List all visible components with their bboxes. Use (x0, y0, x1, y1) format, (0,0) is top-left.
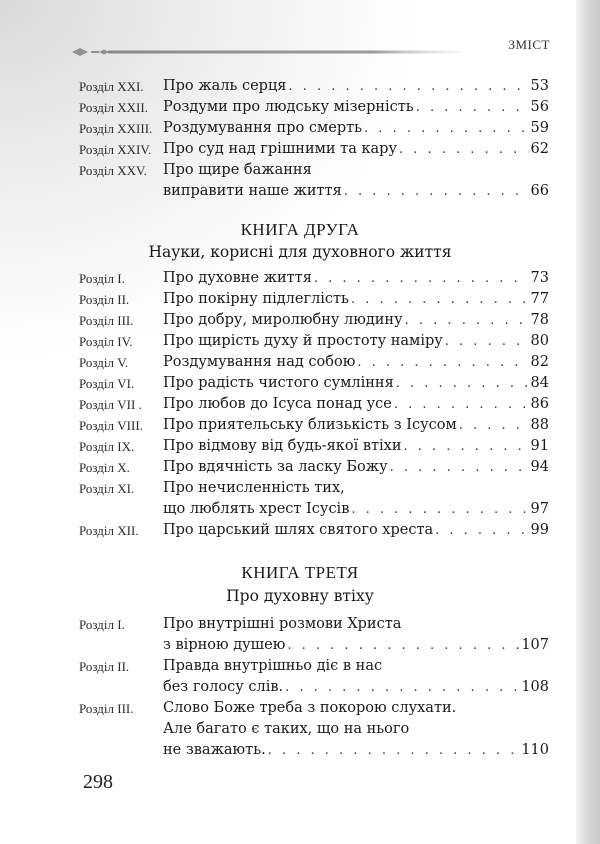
chapter-title (163, 118, 549, 139)
chapter-label: Розділ II. (79, 292, 130, 307)
page-ref: 107 (521, 637, 549, 653)
chapter-title-line (163, 656, 549, 677)
title-text: Про радість чистого сумління (163, 375, 394, 391)
page-ref: 94 (530, 459, 549, 475)
page-ref: 91 (530, 438, 549, 454)
dot-leader (344, 181, 529, 202)
chapter-title (163, 698, 549, 761)
running-header-title: ЗМІСТ (508, 37, 550, 52)
chapter-title (163, 139, 549, 160)
chapter-label: Розділ VII . (79, 397, 142, 412)
chapter-title-line (163, 520, 549, 541)
chapter-title-line (163, 331, 549, 352)
book-three-subtitle: Про духовну втіху (226, 587, 374, 605)
chapter-title-line (163, 698, 549, 719)
dot-leader (416, 97, 529, 118)
page-ref: 86 (530, 396, 549, 412)
chapter-title (163, 614, 549, 656)
dot-leader (364, 118, 529, 139)
chapter-title-line (163, 677, 549, 698)
dot-leader (403, 436, 528, 457)
chapter-label: Розділ VI. (79, 376, 135, 391)
dot-leader (399, 139, 529, 160)
header-ornament-rule (72, 50, 462, 54)
chapter-title-line (163, 740, 549, 761)
chapter-title-line (163, 76, 549, 97)
chapter-title-line (163, 635, 549, 656)
chapter-title-line (163, 478, 549, 499)
title-text: Правда внутрішньо діє в нас (163, 658, 383, 674)
page-ref: 62 (530, 141, 549, 157)
chapter-title (163, 310, 549, 331)
chapter-title-line (163, 352, 549, 373)
dot-leader (396, 373, 529, 394)
chapter-title (163, 394, 549, 415)
chapter-label: Розділ XXIV. (79, 142, 152, 157)
chapter-title (163, 289, 549, 310)
chapter-title-line (163, 394, 549, 415)
dot-leader (285, 677, 519, 698)
dot-leader (268, 740, 520, 761)
dot-leader (314, 268, 529, 289)
dot-leader (351, 499, 528, 520)
chapter-label: Розділ IV. (79, 334, 133, 349)
chapter-label: Розділ V. (79, 355, 129, 370)
chapter-title (163, 520, 549, 541)
chapter-title (163, 656, 549, 698)
page-ref: 73 (530, 270, 549, 286)
title-text: Про вдячність за ласку Божу (163, 459, 388, 475)
page-ref: 108 (521, 679, 549, 695)
dot-leader (445, 331, 529, 352)
dot-leader (394, 394, 529, 415)
diamond-small-icon (99, 50, 109, 55)
chapter-label: Розділ XXV. (79, 163, 148, 178)
chapter-title-line (163, 373, 549, 394)
title-text: Про жаль серця (163, 78, 287, 94)
chapter-title (163, 352, 549, 373)
chapter-title-line (163, 457, 549, 478)
dot-leader (390, 457, 529, 478)
title-text: Роздумування про смерть (163, 120, 363, 136)
dot-leader (405, 310, 529, 331)
chapter-label: Розділ XII. (79, 523, 139, 538)
chapter-title-line (163, 118, 549, 139)
dot-leader (357, 352, 528, 373)
chapter-title (163, 415, 549, 436)
chapter-label: Розділ VIII. (79, 418, 143, 433)
title-text: Роздумування над собою (163, 354, 356, 370)
chapter-label: Розділ XI. (79, 481, 135, 496)
chapter-label: Розділ I. (79, 617, 125, 632)
page-ref: 56 (530, 99, 549, 115)
chapter-label: Розділ XXIII. (79, 121, 153, 136)
chapter-title-line (163, 160, 549, 181)
title-text: Про покірну підлеглість (163, 291, 349, 307)
chapter-label: Розділ II. (79, 659, 130, 674)
chapter-title-line (163, 614, 549, 635)
chapter-title (163, 97, 549, 118)
title-text: Роздуми про людську мізерність (163, 99, 414, 115)
title-text: з вірною душею (163, 637, 286, 653)
page-ref: 66 (530, 183, 549, 199)
dot-leader (351, 289, 529, 310)
title-text: Але багато є таких, що на нього (163, 721, 410, 737)
title-text: виправити наше життя (163, 183, 342, 199)
chapter-title (163, 436, 549, 457)
title-text: Слово Боже треба з покорою слухати. (163, 700, 457, 716)
dot-leader (435, 520, 528, 541)
page-ref: 77 (530, 291, 549, 307)
page-ref: 97 (530, 501, 549, 517)
chapter-title (163, 160, 549, 202)
chapter-label: Розділ I. (79, 271, 125, 286)
chapter-title (163, 76, 549, 97)
chapter-label: Розділ IX. (79, 439, 135, 454)
chapter-title-line (163, 139, 549, 160)
chapter-title-line (163, 310, 549, 331)
chapter-title-line (163, 289, 549, 310)
title-text: Про любов до Ісуса понад усе (163, 396, 392, 412)
chapter-title (163, 268, 549, 289)
title-text: Про приятельську близькість з Ісусом (163, 417, 457, 433)
page-edge-shadow (576, 0, 600, 844)
chapter-title-line (163, 415, 549, 436)
page-number: 298 (83, 771, 113, 793)
chapter-title (163, 331, 549, 352)
title-text: Про добру, миролюбну людину (163, 312, 403, 328)
page-ref: 59 (530, 120, 549, 136)
chapter-label: Розділ XXI. (79, 79, 144, 94)
book-two-title: КНИГА ДРУГА (240, 220, 360, 239)
chapter-label: Розділ III. (79, 701, 134, 716)
page-ref: 82 (530, 354, 549, 370)
chapter-label: Розділ III. (79, 313, 134, 328)
title-text: Про відмову від будь-якої втіхи (163, 438, 402, 454)
chapter-title-line (163, 181, 549, 202)
page-ref: 110 (521, 742, 549, 758)
chapter-title-line (163, 499, 549, 520)
title-text: без голосу слів. (163, 679, 284, 695)
title-text: Про духовне життя (163, 270, 312, 286)
chapter-title-line (163, 97, 549, 118)
page-ref: 80 (530, 333, 549, 349)
book-two-subtitle: Науки, корисні для духовного життя (148, 243, 452, 261)
chapter-label: Розділ X. (79, 460, 130, 475)
page-ref: 84 (530, 375, 549, 391)
title-text: що люблять хрест Ісусів (163, 501, 350, 517)
dot-leader (287, 635, 519, 656)
page-ref: 53 (530, 78, 549, 94)
book-three-title: КНИГА ТРЕТЯ (241, 563, 359, 582)
chapter-title (163, 373, 549, 394)
chapter-title-line (163, 719, 549, 740)
title-text: Про царський шлях святого хреста (163, 522, 434, 538)
page-ref: 88 (530, 417, 549, 433)
title-text: Про суд над грішними та кару (163, 141, 397, 157)
title-text: Про щирість духу й простоту наміру (163, 333, 443, 349)
dot-leader (459, 415, 529, 436)
chapter-title-line (163, 268, 549, 289)
title-text: Про нечисленність тих, (163, 480, 345, 496)
chapter-label: Розділ XXII. (79, 100, 148, 115)
chapter-title (163, 478, 549, 520)
page-ref: 99 (530, 522, 549, 538)
title-text: не зважають. (163, 742, 266, 758)
dot-leader (288, 76, 528, 97)
diamond-large-icon (72, 48, 88, 56)
chapter-title-line (163, 436, 549, 457)
page-ref: 78 (530, 312, 549, 328)
chapter-title (163, 457, 549, 478)
title-text: Про щире бажання (163, 162, 312, 178)
title-text: Про внутрішні розмови Христа (163, 616, 402, 632)
